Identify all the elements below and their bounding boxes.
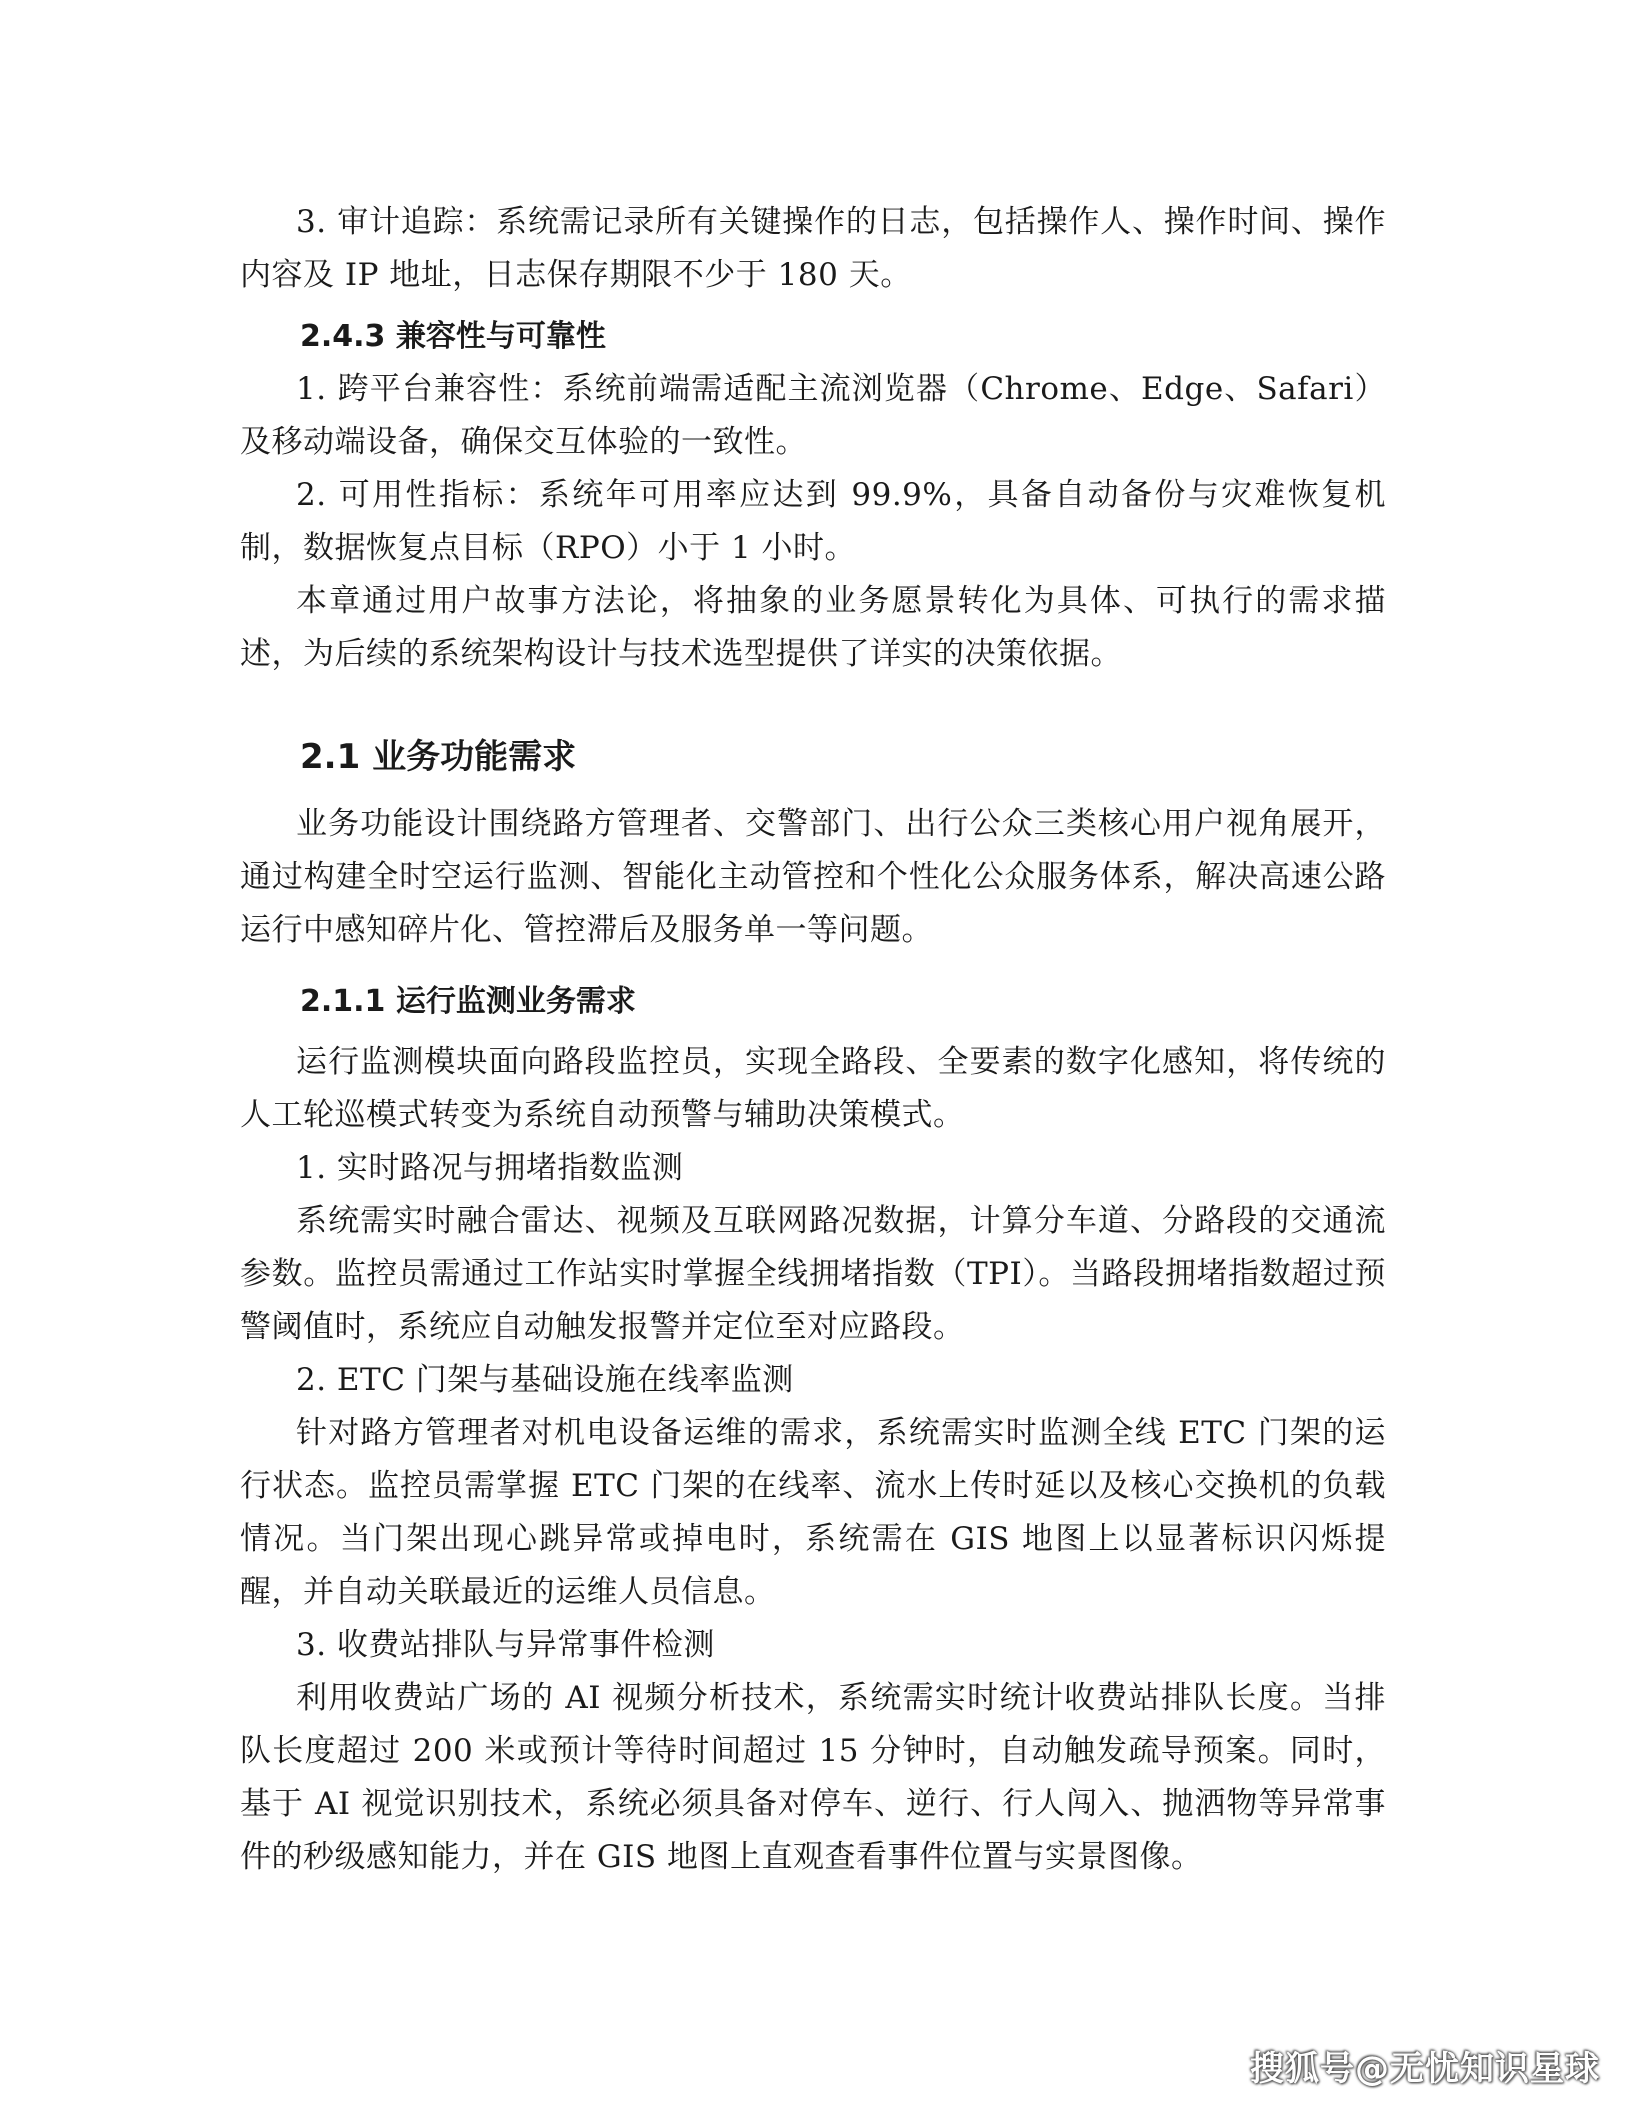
item-etc-gantry-body: 针对路方管理者对机电设备运维的需求，系统需实时监测全线 ETC 门架的运行状态。监控员需掌握 ETC 门架的在线率、流水上传时延以及核心交换机的负载情况。当门架出现心跳异常或掉电时，系统需在 GIS 地图上以显著标识闪烁提醒，并自动关联最近的运维人员信息。: [240, 1415, 1386, 1610]
paragraph-business-intro: 业务功能设计围绕路方管理者、交警部门、出行公众三类核心用户视角展开，通过构建全时空运行监测、智能化主动管控和个性化公众服务体系，解决高速公路运行中感知碎片化、管控滞后及服务单一等问题。: [240, 806, 1386, 948]
paragraph-chapter-summary: 本章通过用户故事方法论，将抽象的业务愿景转化为具体、可执行的需求描述，为后续的系统架构设计与技术选型提供了详实的决策依据。: [240, 583, 1386, 672]
paragraph-availability: 2. 可用性指标：系统年可用率应达到 99.9%，具备自动备份与灾难恢复机制，数据恢复点目标（RPO）小于 1 小时。: [240, 477, 1386, 566]
item-realtime-traffic-body: 系统需实时融合雷达、视频及互联网路况数据，计算分车道、分路段的交通流参数。监控员需通过工作站实时掌握全线拥堵指数（TPI）。当路段拥堵指数超过预警阈值时，系统应自动触发报警并定位至对应路段。: [240, 1203, 1386, 1345]
heading-2-1-1: 2.1.1 运行监测业务需求: [300, 984, 636, 1019]
watermark: 搜狐号@无忧知识星球: [1250, 2049, 1600, 2089]
heading-2-1: 2.1 业务功能需求: [300, 737, 577, 777]
heading-2-4-3: 2.4.3 兼容性与可靠性: [300, 319, 606, 354]
paragraph-audit-trail: 3. 审计追踪：系统需记录所有关键操作的日志，包括操作人、操作时间、操作内容及 IP 地址，日志保存期限不少于 180 天。: [240, 204, 1386, 293]
item-toll-queue-title: 3. 收费站排队与异常事件检测: [296, 1627, 715, 1663]
item-toll-queue-body: 利用收费站广场的 AI 视频分析技术，系统需实时统计收费站排队长度。当排队长度超过 200 米或预计等待时间超过 15 分钟时，自动触发疏导预案。同时，基于 AI 视觉识别技术，系统必须具备对停车、逆行、行人闯入、抛洒物等异常事件的秒级感知能力，并在 GIS 地图上直观查看事件位置与实景图像。: [240, 1680, 1386, 1875]
item-realtime-traffic-title: 1. 实时路况与拥堵指数监测: [296, 1150, 684, 1186]
item-etc-gantry-title: 2. ETC 门架与基础设施在线率监测: [296, 1362, 794, 1398]
document-page: [240, 196, 1386, 1884]
paragraph-cross-platform: 1. 跨平台兼容性：系统前端需适配主流浏览器（Chrome、Edge、Safari）及移动端设备，确保交互体验的一致性。: [240, 371, 1386, 460]
paragraph-monitoring-intro: 运行监测模块面向路段监控员，实现全路段、全要素的数字化感知，将传统的人工轮巡模式转变为系统自动预警与辅助决策模式。: [240, 1044, 1386, 1133]
